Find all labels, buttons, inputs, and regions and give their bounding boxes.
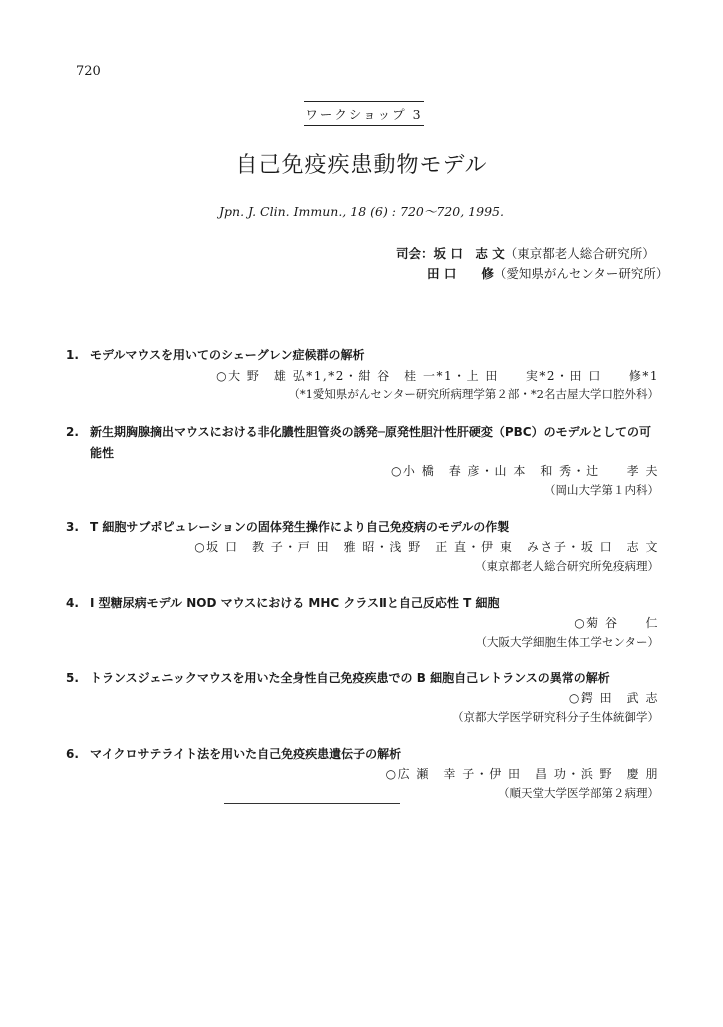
item-number: 3.	[66, 520, 79, 534]
item-4-affiliation: （大阪大学細胞生体工学センター）	[475, 635, 659, 649]
item-number: 1.	[66, 348, 79, 362]
item-3-affiliation: （東京都老人総合研究所免疫病理）	[475, 559, 659, 573]
item-title-text: 新生期胸腺摘出マウスにおける非化膿性胆管炎の誘発─原発性胆汁性肝硬変（PBC）のモデルとしての可能性	[90, 425, 652, 460]
item-title-text: I 型糖尿病モデル NOD マウスにおける MHC クラスⅡと自己反応性 T 細胞	[90, 596, 500, 610]
item-6-authors: ○広 瀬 幸 子・伊 田 昌 功・浜 野 慶 朋	[385, 767, 659, 781]
item-number: 4.	[66, 596, 79, 610]
item-title-text: マイクロサテライト法を用いた自己免疫疾患遺伝子の解析	[90, 747, 402, 761]
item-3-authors: ○坂 口 教 子・戸 田 雅 昭・浅 野 正 直・伊 東 みさ子・坂 口 志 文	[194, 540, 659, 554]
workshop-label	[304, 101, 424, 126]
chair-name: 坂 口 志 文	[433, 246, 505, 261]
end-rule	[224, 803, 400, 804]
item-number: 2.	[66, 425, 79, 439]
item-1-title	[66, 346, 365, 363]
chair-line-1	[396, 244, 655, 262]
item-title-text: T 細胞サブポピュレーションの固体発生操作により自己免疫病のモデルの作製	[90, 520, 510, 534]
page-number: 720	[76, 64, 101, 79]
chair-name: 田 口 修	[427, 266, 494, 281]
item-1-affiliation: （*1愛知県がんセンター研究所病理学第２部・*2名古屋大学口腔外科）	[288, 387, 659, 401]
item-5-authors: ○鍔 田 武 志	[568, 691, 659, 705]
journal-citation: Jpn. J. Clin. Immun., 18 (6) : 720～720, 1995.	[219, 204, 504, 219]
item-2-title	[66, 422, 662, 464]
item-4-title	[66, 594, 499, 611]
item-3-title	[66, 518, 509, 535]
item-2-authors: ○小 橋 春 彦・山 本 和 秀・辻 孝 夫	[390, 464, 659, 478]
item-6-affiliation: （順天堂大学医学部第２病理）	[498, 786, 659, 800]
item-4-authors: ○菊 谷 仁	[574, 616, 659, 630]
item-1-authors: ○大 野 雄 弘*1,*2・紺 谷 桂 一*1・上 田 実*2・田 口 修*1	[216, 369, 659, 383]
page-title: 自己免疫疾患動物モデル	[235, 153, 488, 178]
chair-affiliation: （東京都老人総合研究所）	[504, 246, 655, 261]
item-5-affiliation: （京都大学医学研究科分子生体統御学）	[452, 710, 659, 724]
item-number: 6.	[66, 747, 79, 761]
chair-affiliation: （愛知県がんセンター研究所）	[493, 266, 669, 281]
item-number: 5.	[66, 671, 79, 685]
workshop-label-text: ワークショップ 3	[305, 106, 423, 122]
item-title-text: トランスジェニックマウスを用いた全身性自己免疫疾患での B 細胞自己レトランスの異常の解析	[90, 671, 610, 685]
chair-line-2	[427, 264, 668, 282]
item-6-title	[66, 745, 401, 762]
item-5-title	[66, 669, 610, 686]
item-2-affiliation: （岡山大学第１内科）	[544, 483, 659, 497]
item-title-text: モデルマウスを用いてのシェーグレン症候群の解析	[90, 348, 365, 362]
chair-role: 司会：	[396, 246, 434, 261]
